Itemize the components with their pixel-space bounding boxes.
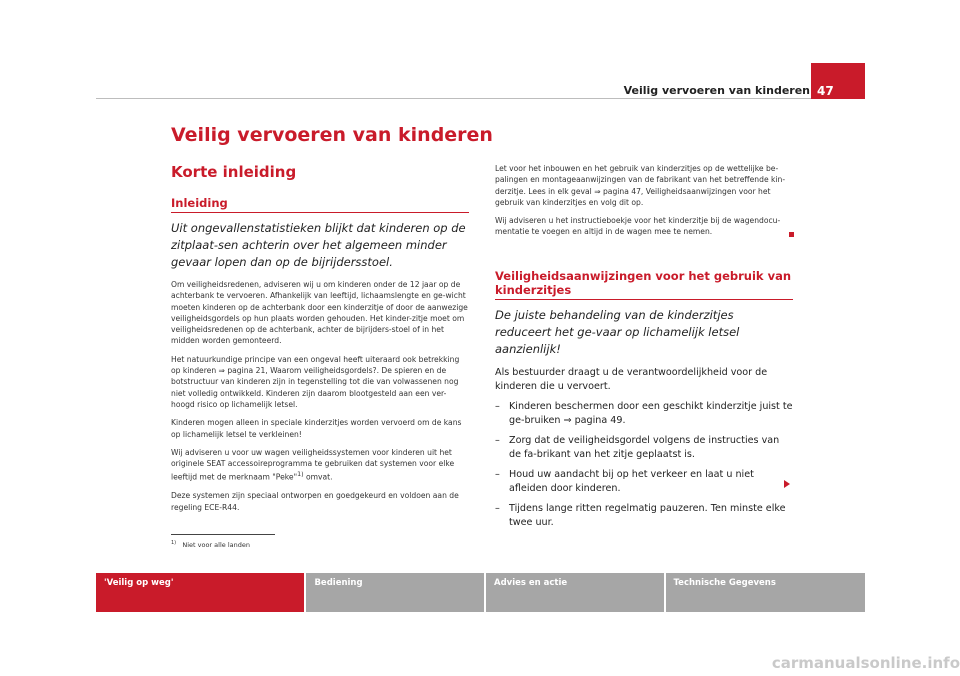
footnote-marker: 1) [171,540,177,546]
paragraph-text: Wij adviseren u voor uw wagen veiligheidssystemen voor kinderen uit het originele SEAT accessoireprogramma te gebruiken dat systemen voor elke leeftijd met de merknaam "Peke" [171,447,455,482]
body-paragraph: Als bestuurder draagt u de verantwoordelijkheid voor de kinderen die u vervoert. [495,366,768,393]
dash-bullet: – [495,434,500,446]
footnote-text: Niet voor alle landen [182,541,250,550]
lead-paragraph: Uit ongevallenstatistieken blijkt dat kinderen op de zitplaat-sen achterin over het algemeen minder gevaar lopen dan op de bijrijdersstoel. [171,221,466,269]
continue-arrow-icon [784,480,790,488]
lead-paragraph: De juiste behandeling van de kinderzitjes reduceert het ge-vaar op lichamelijk letsel aanzienlijk! [495,307,740,356]
watermark: carmanualsonline.info [771,654,960,672]
body-paragraph: Let voor het inbouwen en het gebruik van kinderzitjes op de wettelijke be-palingen en montageaanwijzingen van de fabrikant van het betreffende kin-derzitje. Lees in elk geval ⇒ pagina 47, Veiligheidsaanwijzingen voor het gebruik van kinderzitjes en volg dit op. [495,164,786,207]
footnote-reference: 1) [297,471,304,479]
dash-bullet: – [495,400,500,412]
tab-advies-en-actie[interactable]: Advies en actie [486,573,664,612]
spacer [495,245,793,269]
body-paragraph: Kinderen mogen alleen in speciale kinderzitjes worden vervoerd om de kans op lichamelijk letsel te verkleinen! [171,418,462,439]
body-paragraph: Deze systemen zijn speciaal ontworpen en goedgekeurd en voldoen aan de regeling ECE-R44. [171,491,459,512]
list-item [495,400,793,429]
header-divider [96,98,811,99]
page-title: Veilig vervoeren van kinderen [171,124,493,146]
subsection-heading-safety: Veiligheidsaanwijzingen voor het gebruik van kinderzitjes [495,269,793,300]
section-end-marker-icon [789,232,794,237]
body-paragraph: Om veiligheidsredenen, adviseren wij u om kinderen onder de 12 jaar op de achterbank te vervoeren. Afhankelijk van leeftijd, lichaamslengte en ge-wicht moeten kinderen op de achterbank door een kinderzitje of door de aanwezige veiligheidsgordels op hun plaats worden gehouden. Het kinder-zitje moet om veiligheidsredenen op de achterbank, achter de bijrijders-stoel of in het midden worden gemonteerd. [171,280,468,346]
footnote [171,540,250,549]
list-item-text: Tijdens lange ritten regelmatig pauzeren. Ten minste elke twee uur. [509,502,786,529]
tab-veilig-op-weg[interactable]: 'Veilig op weg' [96,573,304,612]
dash-bullet: – [495,502,500,514]
list-item-text: Houd uw aandacht bij op het verkeer en laat u niet afleiden door kinderen. [509,468,754,495]
right-column [495,163,793,536]
footer-navigation [96,573,865,612]
running-header-title: Veilig vervoeren van kinderen [623,84,810,97]
list-item [495,502,793,531]
footnote-divider [171,534,275,535]
dash-bullet: – [495,468,500,480]
subsection-heading-inleiding: Inleiding [171,196,469,213]
list-item [495,434,793,463]
paragraph-text: omvat. [303,472,333,482]
tab-bediening[interactable]: Bediening [306,573,484,612]
tab-technische-gegevens[interactable]: Technische Gegevens [666,573,865,612]
list-item-text: Kinderen beschermen door een geschikt kinderzitje juist te ge-bruiken ⇒ pagina 49. [509,400,793,427]
body-paragraph: Het natuurkundige principe van een ongeval heeft uiteraard ook betrekking op kinderen ⇒ pagina 21, Waarom veiligheidsgordels?. De spieren en de botstructuur van kinderen zijn in tegenstelling tot die van volwassenen nog niet volledig ontwikkeld. Kinderen zijn daarom blootgesteld aan een ver-hoogd risico op lichamelijk letsel. [171,354,460,409]
page-number: 47 [811,63,865,99]
section-title: Korte inleiding [171,163,297,181]
list-item-text: Zorg dat de veiligheidsgordel volgens de instructies van de fa-brikant van het zitje geplaatst is. [509,434,780,461]
left-column [171,196,469,520]
list-item [495,468,793,497]
body-paragraph [171,447,469,483]
body-paragraph: Wij adviseren u het instructieboekje voor het kinderzitje bij de wagendocu-mentatie te voegen en altijd in de wagen mee te nemen. [495,216,781,237]
